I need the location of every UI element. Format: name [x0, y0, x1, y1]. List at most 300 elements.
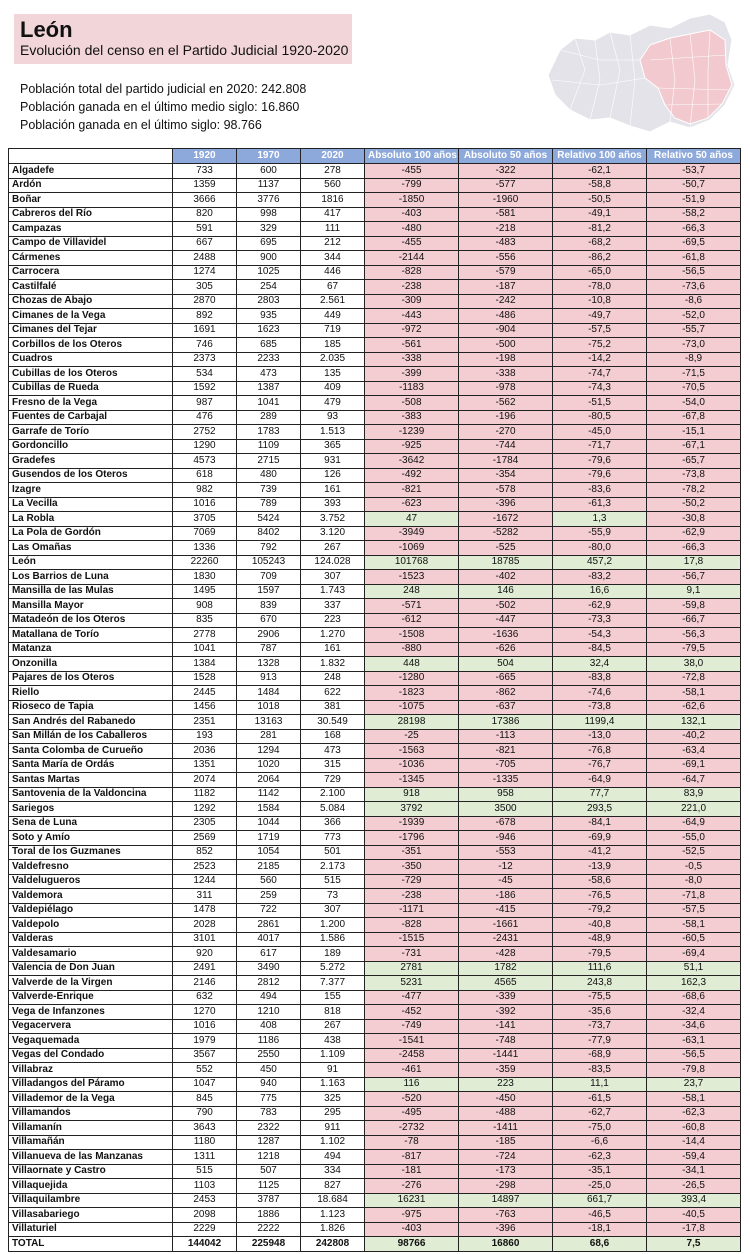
absolute-change-100: -461 [365, 1063, 459, 1078]
absolute-change-100: 2781 [365, 961, 459, 976]
absolute-change-50: -748 [459, 1034, 553, 1049]
relative-change-50: -63,4 [647, 744, 741, 759]
table-row [9, 178, 741, 193]
municipality-name: Valdefresno [9, 860, 173, 875]
relative-change-50: -70,5 [647, 381, 741, 396]
total-1970: 225948 [237, 1237, 301, 1252]
census-2020: 3.120 [301, 526, 365, 541]
census-1920: 2870 [173, 294, 237, 309]
absolute-change-50: -1335 [459, 773, 553, 788]
relative-change-100: -74,3 [553, 381, 647, 396]
census-2020: 212 [301, 236, 365, 251]
census-2020: 7.377 [301, 976, 365, 991]
absolute-change-100: -399 [365, 367, 459, 382]
relative-change-100: 11,1 [553, 1077, 647, 1092]
census-1970: 3490 [237, 961, 301, 976]
relative-change-50: -61,8 [647, 251, 741, 266]
table-row [9, 773, 741, 788]
census-1970: 1584 [237, 802, 301, 817]
absolute-change-100: -520 [365, 1092, 459, 1107]
municipality-name: Los Barrios de Luna [9, 570, 173, 585]
census-1970: 1109 [237, 439, 301, 454]
relative-change-50: -56,3 [647, 628, 741, 643]
census-1970: 4017 [237, 932, 301, 947]
census-2020: 73 [301, 889, 365, 904]
absolute-change-50: -242 [459, 294, 553, 309]
relative-change-100: -74,6 [553, 686, 647, 701]
municipality-name: Villadangos del Páramo [9, 1077, 173, 1092]
municipality-name: Villademor de la Vega [9, 1092, 173, 1107]
table-row [9, 555, 741, 570]
municipality-name: Santovenia de la Valdoncina [9, 787, 173, 802]
table-row [9, 1208, 741, 1223]
table-row [9, 961, 741, 976]
relative-change-50: -51,9 [647, 193, 741, 208]
census-1920: 2445 [173, 686, 237, 701]
census-1920: 1336 [173, 541, 237, 556]
census-1970: 1328 [237, 657, 301, 672]
absolute-change-50: -187 [459, 280, 553, 295]
relative-change-50: -8,6 [647, 294, 741, 309]
column-header-abs-50: Absoluto 50 años [459, 149, 553, 164]
table-row [9, 584, 741, 599]
table-row [9, 1063, 741, 1078]
absolute-change-50: -270 [459, 425, 553, 440]
census-1970: 789 [237, 497, 301, 512]
absolute-change-100: -2458 [365, 1048, 459, 1063]
census-2020: 1.832 [301, 657, 365, 672]
census-2020: 161 [301, 483, 365, 498]
relative-change-50: 9,1 [647, 584, 741, 599]
relative-change-100: -10,8 [553, 294, 647, 309]
census-1970: 1054 [237, 845, 301, 860]
table-row [9, 381, 741, 396]
relative-change-100: -51,5 [553, 396, 647, 411]
municipality-name: Ardón [9, 178, 173, 193]
relative-change-100: -49,7 [553, 309, 647, 324]
absolute-change-50: -2431 [459, 932, 553, 947]
census-2020: 1.826 [301, 1222, 365, 1237]
municipality-name: Villaquilambre [9, 1193, 173, 1208]
table-row [9, 715, 741, 730]
table-row [9, 410, 741, 425]
absolute-change-100: 16231 [365, 1193, 459, 1208]
title-box [14, 14, 352, 64]
relative-change-50: -60,5 [647, 932, 741, 947]
census-1920: 515 [173, 1164, 237, 1179]
absolute-change-50: 1782 [459, 961, 553, 976]
census-1920: 2453 [173, 1193, 237, 1208]
absolute-change-100: -181 [365, 1164, 459, 1179]
table-row [9, 367, 741, 382]
census-2020: 5.084 [301, 802, 365, 817]
census-1920: 2351 [173, 715, 237, 730]
relative-change-100: -77,9 [553, 1034, 647, 1049]
census-2020: 267 [301, 1019, 365, 1034]
relative-change-50: -55,7 [647, 323, 741, 338]
census-2020: 1.200 [301, 918, 365, 933]
table-row [9, 657, 741, 672]
municipality-name: Gordoncillo [9, 439, 173, 454]
census-1970: 408 [237, 1019, 301, 1034]
column-header-1970: 1970 [237, 149, 301, 164]
absolute-change-50: -581 [459, 207, 553, 222]
relative-change-100: -83,6 [553, 483, 647, 498]
relative-change-50: -65,7 [647, 454, 741, 469]
total-abs-100: 98766 [365, 1237, 459, 1252]
absolute-change-50: -322 [459, 164, 553, 179]
census-2020: 307 [301, 570, 365, 585]
column-header-abs-100: Absoluto 100 años [365, 149, 459, 164]
table-row [9, 990, 741, 1005]
municipality-name: La Vecilla [9, 497, 173, 512]
summary-total-2020: Población total del partido judicial en 2020: 242.808 [20, 82, 307, 96]
relative-change-100: -58,6 [553, 874, 647, 889]
relative-change-100: -75,0 [553, 1121, 647, 1136]
municipality-name: Matallana de Torío [9, 628, 173, 643]
table-header-row [9, 149, 741, 164]
table-row [9, 1193, 741, 1208]
absolute-change-100: -1069 [365, 541, 459, 556]
absolute-change-50: -339 [459, 990, 553, 1005]
absolute-change-100: -276 [365, 1179, 459, 1194]
table-row [9, 874, 741, 889]
census-2020: 185 [301, 338, 365, 353]
relative-change-100: -13,0 [553, 729, 647, 744]
absolute-change-50: -5282 [459, 526, 553, 541]
census-1920: 1290 [173, 439, 237, 454]
census-1970: 1484 [237, 686, 301, 701]
summary-block [20, 80, 306, 134]
table-row [9, 352, 741, 367]
table-row [9, 802, 741, 817]
relative-change-50: 51,1 [647, 961, 741, 976]
municipality-name: Boñar [9, 193, 173, 208]
absolute-change-100: -403 [365, 1222, 459, 1237]
absolute-change-50: -185 [459, 1135, 553, 1150]
municipality-name: Cármenes [9, 251, 173, 266]
census-2020: 446 [301, 265, 365, 280]
census-2020: 18.684 [301, 1193, 365, 1208]
absolute-change-100: -1171 [365, 903, 459, 918]
absolute-change-50: -354 [459, 468, 553, 483]
census-table [8, 148, 741, 1252]
census-1920: 1016 [173, 1019, 237, 1034]
census-2020: 223 [301, 613, 365, 628]
absolute-change-50: -525 [459, 541, 553, 556]
relative-change-50: -8,9 [647, 352, 741, 367]
relative-change-100: -79,6 [553, 468, 647, 483]
absolute-change-50: -579 [459, 265, 553, 280]
relative-change-100: -73,3 [553, 613, 647, 628]
relative-change-50: -34,1 [647, 1164, 741, 1179]
census-1920: 1830 [173, 570, 237, 585]
census-1920: 2146 [173, 976, 237, 991]
census-2020: 2.035 [301, 352, 365, 367]
absolute-change-100: 918 [365, 787, 459, 802]
absolute-change-100: -492 [365, 468, 459, 483]
municipality-name: Valencia de Don Juan [9, 961, 173, 976]
census-2020: 622 [301, 686, 365, 701]
relative-change-100: -57,5 [553, 323, 647, 338]
municipality-name: Castilfalé [9, 280, 173, 295]
absolute-change-100: -1075 [365, 700, 459, 715]
total-abs-50: 16860 [459, 1237, 553, 1252]
census-1970: 900 [237, 251, 301, 266]
municipality-name: Cuadros [9, 352, 173, 367]
census-1970: 739 [237, 483, 301, 498]
absolute-change-50: -744 [459, 439, 553, 454]
absolute-change-50: -1661 [459, 918, 553, 933]
table-row [9, 816, 741, 831]
relative-change-100: 32,4 [553, 657, 647, 672]
census-1920: 618 [173, 468, 237, 483]
census-1970: 600 [237, 164, 301, 179]
table-row [9, 1222, 741, 1237]
census-2020: 334 [301, 1164, 365, 1179]
table-row [9, 1106, 741, 1121]
absolute-change-100: -1345 [365, 773, 459, 788]
relative-change-100: -75,5 [553, 990, 647, 1005]
relative-change-50: -32,4 [647, 1005, 741, 1020]
relative-change-50: -17,8 [647, 1222, 741, 1237]
relative-change-50: -73,6 [647, 280, 741, 295]
municipality-name: Sariegos [9, 802, 173, 817]
census-1970: 670 [237, 613, 301, 628]
table-row [9, 541, 741, 556]
relative-change-50: -50,2 [647, 497, 741, 512]
absolute-change-100: 5231 [365, 976, 459, 991]
relative-change-50: -59,4 [647, 1150, 741, 1165]
census-1920: 2028 [173, 918, 237, 933]
table-row [9, 265, 741, 280]
census-1970: 2322 [237, 1121, 301, 1136]
absolute-change-100: -561 [365, 338, 459, 353]
absolute-change-50: -978 [459, 381, 553, 396]
absolute-change-50: -502 [459, 599, 553, 614]
census-1920: 1041 [173, 642, 237, 657]
census-2020: 337 [301, 599, 365, 614]
absolute-change-50: -173 [459, 1164, 553, 1179]
census-1920: 1311 [173, 1150, 237, 1165]
census-1920: 790 [173, 1106, 237, 1121]
census-1920: 1384 [173, 657, 237, 672]
municipality-name: Valdesamario [9, 947, 173, 962]
absolute-change-50: 223 [459, 1077, 553, 1092]
relative-change-100: -83,8 [553, 671, 647, 686]
relative-change-100: -86,2 [553, 251, 647, 266]
table-row [9, 1121, 741, 1136]
relative-change-100: -68,9 [553, 1048, 647, 1063]
absolute-change-100: 248 [365, 584, 459, 599]
relative-change-50: -55,0 [647, 831, 741, 846]
census-1920: 476 [173, 410, 237, 425]
absolute-change-100: -571 [365, 599, 459, 614]
absolute-change-100: -338 [365, 352, 459, 367]
relative-change-50: -14,4 [647, 1135, 741, 1150]
municipality-name: Cimanes de la Vega [9, 309, 173, 324]
relative-change-50: -30,8 [647, 512, 741, 527]
relative-change-100: -14,2 [553, 352, 647, 367]
municipality-name: Algadefe [9, 164, 173, 179]
table-row [9, 236, 741, 251]
absolute-change-100: -2144 [365, 251, 459, 266]
census-1920: 305 [173, 280, 237, 295]
municipality-name: Matanza [9, 642, 173, 657]
relative-change-100: -35,1 [553, 1164, 647, 1179]
total-1920: 144042 [173, 1237, 237, 1252]
census-1970: 722 [237, 903, 301, 918]
summary-gain-50: Población ganada en el último medio siglo: 16.860 [20, 100, 300, 114]
relative-change-50: -72,8 [647, 671, 741, 686]
absolute-change-50: -556 [459, 251, 553, 266]
absolute-change-50: -141 [459, 1019, 553, 1034]
census-2020: 417 [301, 207, 365, 222]
relative-change-100: -84,5 [553, 642, 647, 657]
census-2020: 126 [301, 468, 365, 483]
census-1920: 1180 [173, 1135, 237, 1150]
census-1920: 733 [173, 164, 237, 179]
absolute-change-50: -678 [459, 816, 553, 831]
relative-change-100: -62,9 [553, 599, 647, 614]
table-row [9, 251, 741, 266]
relative-change-50: -56,5 [647, 1048, 741, 1063]
relative-change-100: -45,0 [553, 425, 647, 440]
relative-change-50: -64,7 [647, 773, 741, 788]
relative-change-50: -66,7 [647, 613, 741, 628]
relative-change-100: 243,8 [553, 976, 647, 991]
census-1920: 908 [173, 599, 237, 614]
absolute-change-50: -488 [459, 1106, 553, 1121]
absolute-change-100: -238 [365, 889, 459, 904]
municipality-name: La Pola de Gordón [9, 526, 173, 541]
table-row [9, 671, 741, 686]
municipality-name: La Robla [9, 512, 173, 527]
relative-change-100: -41,2 [553, 845, 647, 860]
census-1920: 193 [173, 729, 237, 744]
census-2020: 1816 [301, 193, 365, 208]
relative-change-50: -67,1 [647, 439, 741, 454]
absolute-change-50: -763 [459, 1208, 553, 1223]
table-row [9, 1164, 741, 1179]
census-2020: 295 [301, 1106, 365, 1121]
municipality-name: Mansilla de las Mulas [9, 584, 173, 599]
table-row [9, 1005, 741, 1020]
absolute-change-100: -477 [365, 990, 459, 1005]
census-1970: 329 [237, 222, 301, 237]
relative-change-100: -54,3 [553, 628, 647, 643]
relative-change-100: -69,9 [553, 831, 647, 846]
relative-change-50: 162,3 [647, 976, 741, 991]
census-2020: 161 [301, 642, 365, 657]
total-label: TOTAL [9, 1237, 173, 1252]
municipality-name: Chozas de Abajo [9, 294, 173, 309]
census-1970: 2861 [237, 918, 301, 933]
census-2020: 366 [301, 816, 365, 831]
census-1970: 450 [237, 1063, 301, 1078]
census-1920: 1047 [173, 1077, 237, 1092]
table-row [9, 468, 741, 483]
census-1970: 5424 [237, 512, 301, 527]
census-1970: 3776 [237, 193, 301, 208]
relative-change-100: -65,0 [553, 265, 647, 280]
census-1920: 7069 [173, 526, 237, 541]
absolute-change-50: -1636 [459, 628, 553, 643]
relative-change-50: 132,1 [647, 715, 741, 730]
absolute-change-100: -1280 [365, 671, 459, 686]
relative-change-50: -68,6 [647, 990, 741, 1005]
absolute-change-100: -455 [365, 236, 459, 251]
relative-change-100: -83,5 [553, 1063, 647, 1078]
municipality-name: León [9, 555, 173, 570]
municipality-name: Garrafe de Torío [9, 425, 173, 440]
census-1970: 1137 [237, 178, 301, 193]
relative-change-100: -46,5 [553, 1208, 647, 1223]
census-2020: 393 [301, 497, 365, 512]
absolute-change-100: 3792 [365, 802, 459, 817]
census-1920: 1528 [173, 671, 237, 686]
relative-change-100: -61,3 [553, 497, 647, 512]
absolute-change-50: -665 [459, 671, 553, 686]
relative-change-50: -58,1 [647, 918, 741, 933]
absolute-change-50: -500 [459, 338, 553, 353]
census-1920: 2523 [173, 860, 237, 875]
relative-change-100: 457,2 [553, 555, 647, 570]
relative-change-50: -66,3 [647, 541, 741, 556]
census-1970: 2222 [237, 1222, 301, 1237]
absolute-change-100: -1239 [365, 425, 459, 440]
relative-change-100: -71,7 [553, 439, 647, 454]
relative-change-50: -34,6 [647, 1019, 741, 1034]
municipality-name: Cabreros del Río [9, 207, 173, 222]
census-1970: 1719 [237, 831, 301, 846]
table-row [9, 425, 741, 440]
relative-change-50: -52,5 [647, 845, 741, 860]
relative-change-100: -83,2 [553, 570, 647, 585]
relative-change-50: -15,1 [647, 425, 741, 440]
absolute-change-50: -821 [459, 744, 553, 759]
municipality-name: San Millán de los Caballeros [9, 729, 173, 744]
census-2020: 719 [301, 323, 365, 338]
municipality-name: Villaquejida [9, 1179, 173, 1194]
table-row [9, 570, 741, 585]
census-2020: 315 [301, 758, 365, 773]
relative-change-50: -79,5 [647, 642, 741, 657]
absolute-change-100: -1796 [365, 831, 459, 846]
absolute-change-100: -880 [365, 642, 459, 657]
census-2020: 124.028 [301, 555, 365, 570]
relative-change-100: -79,5 [553, 947, 647, 962]
absolute-change-100: -495 [365, 1106, 459, 1121]
census-1970: 480 [237, 468, 301, 483]
absolute-change-100: -3642 [365, 454, 459, 469]
page-subtitle: Evolución del censo en el Partido Judicial 1920-2020 [20, 42, 349, 58]
relative-change-50: -66,3 [647, 222, 741, 237]
census-1920: 1016 [173, 497, 237, 512]
relative-change-50: -73,0 [647, 338, 741, 353]
absolute-change-50: -45 [459, 874, 553, 889]
absolute-change-50: -724 [459, 1150, 553, 1165]
relative-change-100: -6,6 [553, 1135, 647, 1150]
census-1920: 2229 [173, 1222, 237, 1237]
absolute-change-100: -2732 [365, 1121, 459, 1136]
census-1920: 1456 [173, 700, 237, 715]
absolute-change-100: 116 [365, 1077, 459, 1092]
relative-change-100: -18,1 [553, 1222, 647, 1237]
table-row [9, 207, 741, 222]
table-row [9, 1179, 741, 1194]
census-1970: 839 [237, 599, 301, 614]
